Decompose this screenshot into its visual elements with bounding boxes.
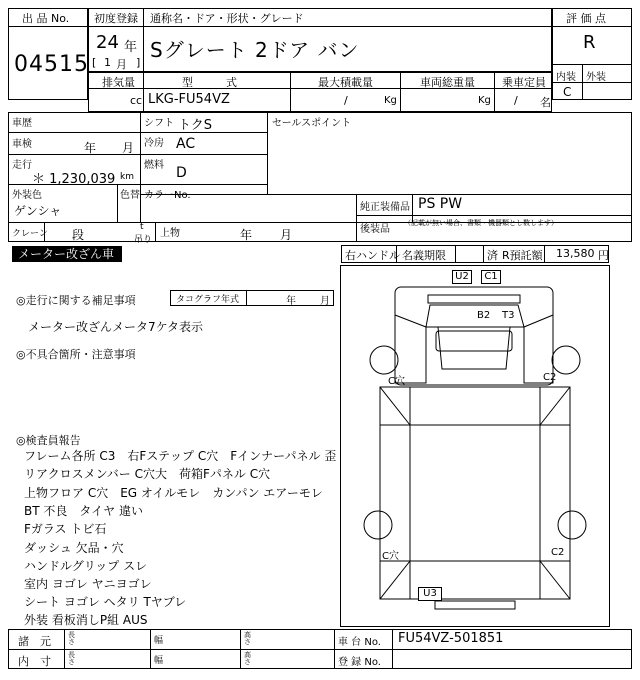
first-registration-label: 初度登録 <box>94 12 138 25</box>
height-label: 高さ <box>244 651 251 666</box>
width-label: 幅 <box>154 636 164 646</box>
inspector-line: ダッシュ 欠品・穴 <box>24 541 124 555</box>
cargo-box <box>380 387 570 599</box>
damage-mark-c2-front: C2 <box>543 372 557 383</box>
gross-weight-kg: Kg <box>478 95 491 106</box>
damage-mark-t3: T3 <box>502 310 515 321</box>
lot-number: 04515 <box>14 52 89 77</box>
shift-label: シフト <box>144 118 174 129</box>
interior-label: 内装 <box>556 72 576 83</box>
odometer-tampered-banner: メーター改ざん車 <box>12 246 122 262</box>
max-load-kg: Kg <box>384 95 397 106</box>
score-label: 評 価 点 <box>566 12 606 25</box>
aftermarket-label: 後装品 <box>360 224 390 235</box>
damage-mark-b2: B2 <box>477 310 491 321</box>
color-label: 外装色 <box>12 190 42 201</box>
score-value: R <box>583 32 596 53</box>
height-label: 高さ <box>244 631 251 646</box>
max-load-slash: / <box>344 94 348 107</box>
inspector-line: Fガラス トビ石 <box>24 522 107 536</box>
crane-hang: 吊り <box>134 235 153 245</box>
capacity-label: 乗車定員 <box>502 76 546 89</box>
damage-mark-c-hole-rear: C穴 <box>382 551 399 562</box>
name-change-label: 名義期限 <box>402 249 446 262</box>
yen-unit: 円 <box>598 249 609 262</box>
ac-label: 冷房 <box>144 138 164 149</box>
tachograph-label: タコグラフ年式 <box>176 295 240 305</box>
registration-month-unit: 月 <box>116 58 127 71</box>
shift-value: トクS <box>178 118 212 133</box>
mileage-unit: km <box>120 172 134 182</box>
aftermarket-note: （記載が無い場合、書類・機器類とし数します） <box>404 219 558 227</box>
inspector-line: 上物フロア C穴 EG オイルモレ カンパン エアーモレ <box>24 486 323 500</box>
fuel-label: 燃料 <box>144 160 164 171</box>
crane-label: クレーン <box>12 229 48 239</box>
defect-heading: ◎不具合箇所・注意事項 <box>16 348 136 361</box>
tachograph-month: 月 <box>320 296 330 307</box>
front-left-wheel <box>370 346 398 374</box>
history-label: 車歴 <box>12 118 32 129</box>
recycle-deposit-label: R預託額 <box>502 249 543 262</box>
travel-note: メーター改ざんメータ7ケタ表示 <box>28 320 204 334</box>
sales-point-label: セールスポイント <box>272 118 352 129</box>
inspector-line: フレーム各所 C3 右Fステップ C穴 Fインナーパネル 歪 <box>24 449 337 463</box>
registration-year-unit: 年 <box>124 40 138 55</box>
color-code-label: カラーNo. <box>144 190 191 201</box>
registration-year: 24 <box>96 32 119 53</box>
inner-dimensions-label: 内 寸 <box>18 655 51 668</box>
displacement-label: 排気量 <box>102 76 135 89</box>
rear-right-wheel <box>558 511 586 539</box>
equipment-value: PS PW <box>418 196 463 212</box>
equipment-label: 純正装備品 <box>360 202 410 213</box>
inspector-line: BT 不良 タイヤ 違い <box>24 504 143 518</box>
specs-label: 諸 元 <box>18 635 51 648</box>
model-code: LKG-FU54VZ <box>148 92 230 107</box>
inspection-label: 車検 <box>12 139 32 150</box>
damage-mark-u3: U3 <box>418 587 442 601</box>
inspector-line: リアクロスメンバー C穴大 荷箱Fパネル C穴 <box>24 467 271 481</box>
right-hand-drive: 右ハンドル <box>345 249 400 262</box>
inspector-line: シート ヨゴレ ヘタリ Tヤブレ <box>24 595 187 609</box>
upper-body-label: 上物 <box>160 228 180 239</box>
interior-score: C <box>563 85 572 99</box>
damage-mark-c1: C1 <box>481 270 501 284</box>
max-load-label: 最大積載量 <box>318 76 373 89</box>
damage-mark-c-hole-front: C穴 <box>388 376 405 387</box>
mileage-label: 走行 <box>12 160 32 171</box>
rear-left-wheel <box>364 511 392 539</box>
gross-weight-label: 車両総重量 <box>420 76 475 89</box>
color-change-label: 色替 <box>120 190 140 201</box>
recycle-amount: 13,580 <box>556 247 595 260</box>
registration-month: 1 <box>104 56 111 69</box>
model-code-label: 型 式 <box>182 76 237 89</box>
fuel-value: D <box>176 165 187 181</box>
registration-number-label: 登 録 No. <box>338 657 381 668</box>
mileage-value: ＊ 1,230,039 <box>32 172 116 187</box>
car-name: Sグレート 2ドア バン <box>150 38 360 62</box>
upper-body-month: 月 <box>280 228 293 242</box>
inspector-line: 室内 ヨゴレ ヤニヨゴレ <box>24 577 152 591</box>
inspector-line: 外装 看板消しP組 AUS <box>24 613 148 627</box>
travel-remarks-heading: ◎走行に関する補足事項 <box>16 294 136 307</box>
inspector-line: ハンドルグリップ スレ <box>24 559 148 573</box>
inspector-report-heading: ◎検査員報告 <box>16 434 81 447</box>
lot-number-label: 出 品 No. <box>22 12 70 25</box>
inspection-year-unit: 年 <box>84 141 97 155</box>
color-value: ゲンシャ <box>14 204 62 218</box>
length-label: 長さ <box>68 631 75 646</box>
cc-unit: cc <box>130 94 143 107</box>
chassis-number-label: 車 台 No. <box>338 637 381 648</box>
tachograph-year: 年 <box>286 296 296 307</box>
exterior-label: 外装 <box>586 72 606 83</box>
upper-body-year: 年 <box>240 228 253 242</box>
damage-mark-c2-rear: C2 <box>551 547 565 558</box>
front-right-wheel <box>552 346 580 374</box>
ac-value: AC <box>176 136 196 152</box>
chassis-number: FU54VZ-501851 <box>398 631 504 646</box>
recycle-settled-label: 済 <box>487 249 498 262</box>
capacity-slash: / <box>514 94 518 107</box>
width-label: 幅 <box>154 656 164 666</box>
inspection-month-unit: 月 <box>122 141 135 155</box>
truck-diagram <box>340 265 610 627</box>
cab-roof <box>438 327 510 369</box>
crane-ton: t <box>140 222 144 232</box>
length-label: 長さ <box>68 651 75 666</box>
capacity-unit: 名 <box>540 96 551 109</box>
damage-mark-u2: U2 <box>452 270 472 284</box>
rear-bumper <box>435 601 515 609</box>
model-name-label: 通称名・ドア・形状・グレード <box>150 12 304 25</box>
crane-tier: 段 <box>72 228 85 242</box>
cab-outline <box>395 287 553 385</box>
